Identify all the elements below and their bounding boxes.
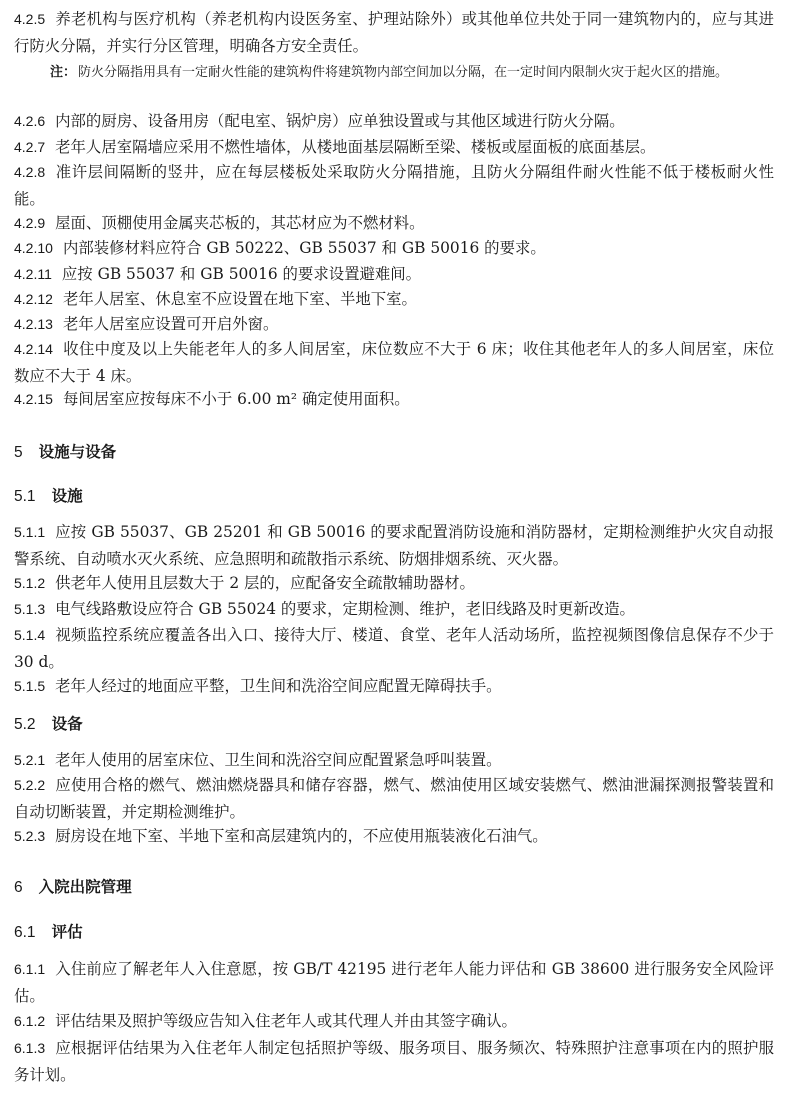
clause-text: 每间居室应按每床不小于 6.00 m² 确定使用面积。 xyxy=(62,390,410,408)
subsection-heading-6-1 xyxy=(14,920,774,945)
clause-6-1-2 xyxy=(14,1008,774,1035)
clause-number: 6.1.2 xyxy=(14,1013,46,1029)
clause-6-1-1 xyxy=(14,956,774,1010)
clause-text: 应按 GB 55037 和 GB 50016 的要求设置避难间。 xyxy=(61,265,422,283)
section-heading-5 xyxy=(14,440,774,465)
clause-5-1-2 xyxy=(14,570,774,597)
section-number: 5 xyxy=(14,444,23,461)
clause-text: 内部装修材料应符合 GB 50222、GB 55037 和 GB 50016 的要求。 xyxy=(62,239,546,257)
clause-text: 视频监控系统应覆盖各出入口、接待大厅、楼道、食堂、老年人活动场所，监控视频图像信息保存不少于 30 d。 xyxy=(14,626,774,671)
section-title: 设施与设备 xyxy=(38,443,117,461)
clause-4-2-5 xyxy=(14,6,774,60)
clause-number: 6.1.3 xyxy=(14,1040,46,1056)
clause-text: 老年人居室应设置可开启外窗。 xyxy=(62,315,279,333)
clause-4-2-11 xyxy=(14,261,774,288)
clause-5-1-4 xyxy=(14,622,774,676)
clause-text: 应根据评估结果为入住老年人制定包括照护等级、服务项目、服务频次、特殊照护注意事项在内的照护服务计划。 xyxy=(14,1039,774,1084)
section-number: 6 xyxy=(14,879,23,896)
clause-5-2-2 xyxy=(14,772,774,826)
clause-number: 4.2.13 xyxy=(14,316,53,332)
clause-number: 4.2.12 xyxy=(14,291,53,307)
clause-5-1-3 xyxy=(14,596,774,623)
section-title: 设备 xyxy=(51,715,83,733)
clause-4-2-7 xyxy=(14,134,774,161)
clause-number: 4.2.15 xyxy=(14,391,53,407)
clause-text: 屋面、顶棚使用金属夹芯板的，其芯材应为不燃材料。 xyxy=(55,214,425,232)
clause-text: 应按 GB 55037、GB 25201 和 GB 50016 的要求配置消防设施和消防器材，定期检测维护火灾自动报警系统、自动喷水灭火系统、应急照明和疏散指示系统、防烟排烟系统、灭火器。 xyxy=(14,523,774,568)
section-number: 6.1 xyxy=(14,924,36,941)
clause-number: 5.1.5 xyxy=(14,678,46,694)
clause-number: 5.2.2 xyxy=(14,777,46,793)
clause-text: 老年人经过的地面应平整，卫生间和洗浴空间应配置无障碍扶手。 xyxy=(55,677,502,695)
clause-number: 4.2.10 xyxy=(14,240,53,256)
clause-5-1-5 xyxy=(14,673,774,700)
section-title: 评估 xyxy=(51,923,83,941)
section-title: 设施 xyxy=(51,487,83,505)
note-label: 注： xyxy=(50,65,77,80)
clause-4-2-10 xyxy=(14,235,774,262)
clause-4-2-12 xyxy=(14,286,774,313)
clause-number: 4.2.14 xyxy=(14,341,53,357)
clause-text: 准许层间隔断的竖井，应在每层楼板处采取防火分隔措施，且防火分隔组件耐火性能不低于楼板耐火性能。 xyxy=(14,163,774,208)
clause-4-2-13 xyxy=(14,311,774,338)
clause-5-2-3 xyxy=(14,823,774,850)
section-number: 5.1 xyxy=(14,488,36,505)
clause-text: 内部的厨房、设备用房（配电室、锅炉房）应单独设置或与其他区域进行防火分隔。 xyxy=(55,112,625,130)
section-heading-6 xyxy=(14,875,774,900)
subsection-heading-5-2 xyxy=(14,712,774,737)
clause-number: 5.1.2 xyxy=(14,575,46,591)
clause-number: 4.2.9 xyxy=(14,215,46,231)
clause-4-2-8 xyxy=(14,159,774,213)
clause-number: 5.1.4 xyxy=(14,627,46,643)
subsection-heading-5-1 xyxy=(14,484,774,509)
clause-4-2-15 xyxy=(14,386,774,413)
clause-number: 4.2.11 xyxy=(14,266,52,282)
clause-text: 供老年人使用且层数大于 2 层的，应配备安全疏散辅助器材。 xyxy=(55,574,475,592)
clause-number: 5.1.1 xyxy=(14,524,46,540)
clause-4-2-9 xyxy=(14,210,774,237)
clause-text: 养老机构与医疗机构（养老机构内设医务室、护理站除外）或其他单位共处于同一建筑物内的，应与其进行防火分隔，并实行分区管理，明确各方安全责任。 xyxy=(14,10,774,55)
clause-text: 收住中度及以上失能老年人的多人间居室，床位数应不大于 6 床；收住其他老年人的多人间居室，床位数应不大于 4 床。 xyxy=(14,340,774,385)
clause-number: 4.2.5 xyxy=(14,11,46,27)
clause-text: 入住前应了解老年人入住意愿，按 GB/T 42195 进行老年人能力评估和 GB 38600 进行服务安全风险评估。 xyxy=(14,960,774,1005)
clause-number: 5.1.3 xyxy=(14,601,46,617)
clause-text: 应使用合格的燃气、燃油燃烧器具和储存容器，燃气、燃油使用区域安装燃气、燃油泄漏探测报警装置和自动切断装置，并定期检测维护。 xyxy=(14,776,774,821)
clause-number: 4.2.6 xyxy=(14,113,46,129)
clause-number: 4.2.8 xyxy=(14,164,46,180)
clause-text: 电气线路敷设应符合 GB 55024 的要求，定期检测、维护，老旧线路及时更新改造。 xyxy=(55,600,635,618)
clause-text: 老年人居室、休息室不应设置在地下室、半地下室。 xyxy=(62,290,417,308)
clause-number: 4.2.7 xyxy=(14,139,46,155)
clause-number: 5.2.3 xyxy=(14,828,46,844)
clause-text: 厨房设在地下室、半地下室和高层建筑内的，不应使用瓶装液化石油气。 xyxy=(55,827,548,845)
clause-5-1-1 xyxy=(14,519,774,573)
note xyxy=(50,61,774,84)
note-text: 防火分隔指用具有一定耐火性能的建筑构件将建筑物内部空间加以分隔，在一定时间内限制火灾于起火区的措施。 xyxy=(78,65,729,80)
clause-5-2-1 xyxy=(14,747,774,774)
clause-text: 老年人使用的居室床位、卫生间和洗浴空间应配置紧急呼叫装置。 xyxy=(55,751,502,769)
clause-4-2-6 xyxy=(14,108,774,135)
section-title: 入院出院管理 xyxy=(38,878,132,896)
clause-number: 6.1.1 xyxy=(14,961,46,977)
clause-text: 评估结果及照护等级应告知入住老年人或其代理人并由其签字确认。 xyxy=(55,1012,517,1030)
clause-number: 5.2.1 xyxy=(14,752,46,768)
clause-text: 老年人居室隔墙应采用不燃性墙体，从楼地面基层隔断至梁、楼板或屋面板的底面基层。 xyxy=(55,138,656,156)
section-number: 5.2 xyxy=(14,716,36,733)
clause-6-1-3 xyxy=(14,1035,774,1089)
clause-4-2-14 xyxy=(14,336,774,390)
